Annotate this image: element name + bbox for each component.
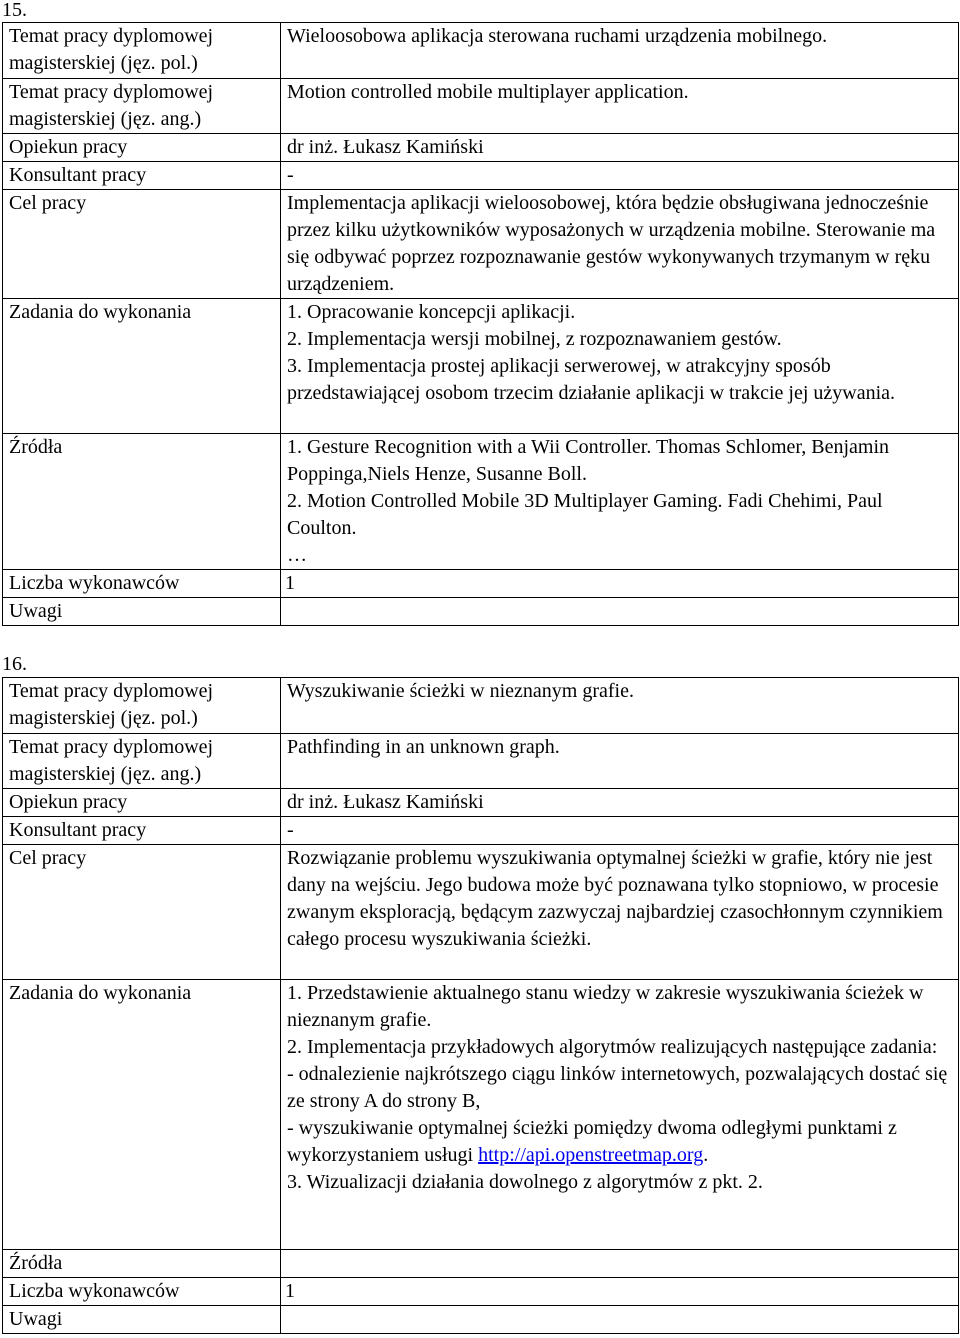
- entry-number: 15.: [2, 0, 27, 21]
- task-osm-suffix: .: [703, 1144, 709, 1166]
- label-goal: Cel pracy: [3, 845, 281, 980]
- task-osm-text: - wyszukiwanie optymalnej ścieżki pomiędzy dwoma odległymi punktami z wykorzystaniem usługi: [287, 1117, 897, 1166]
- label-sources: Źródła: [3, 434, 281, 570]
- row-notes: [3, 598, 959, 626]
- row-tasks: [3, 980, 959, 1250]
- row-sources: [3, 1250, 959, 1278]
- value-count: 1: [281, 570, 959, 598]
- label-notes: Uwagi: [3, 598, 281, 626]
- row-supervisor: [3, 789, 959, 817]
- thesis-table-16: [2, 677, 959, 1334]
- row-title-en: [3, 734, 959, 789]
- label-tasks: Zadania do wykonania: [3, 299, 281, 434]
- label-goal: Cel pracy: [3, 190, 281, 299]
- row-goal: [3, 190, 959, 299]
- label-tasks: Zadania do wykonania: [3, 980, 281, 1250]
- value-consultant: -: [281, 817, 959, 845]
- label-consultant: Konsultant pracy: [3, 162, 281, 190]
- label-title-en: Temat pracy dyplomowej magisterskiej (jęz. ang.): [3, 79, 281, 134]
- value-title-pl: Wyszukiwanie ścieżki w nieznanym grafie.: [281, 678, 959, 734]
- label-sources: Źródła: [3, 1250, 281, 1278]
- value-sources: [281, 1250, 959, 1278]
- value-notes: [281, 1306, 959, 1334]
- value-tasks: [281, 299, 959, 434]
- source-item: 2. Motion Controlled Mobile 3D Multiplayer Gaming. Fadi Chehimi, Paul Coulton.: [287, 490, 883, 539]
- row-count: [3, 570, 959, 598]
- row-consultant: [3, 817, 959, 845]
- value-title-en: Pathfinding in an unknown graph.: [281, 734, 959, 789]
- row-count: [3, 1278, 959, 1306]
- label-supervisor: Opiekun pracy: [3, 134, 281, 162]
- value-goal: Implementacja aplikacji wieloosobowej, która będzie obsługiwana jednocześnie przez kilku użytkowników wyposażonych w urządzenia mobilne. Sterowanie ma się odbywać poprzez rozpoznawanie gestów wykonywanych trzymanym w ręku urządzeniem.: [281, 190, 959, 299]
- task-item: 1. Przedstawienie aktualnego stanu wiedzy w zakresie wyszukiwania ścieżek w nieznanym grafie.: [287, 982, 924, 1031]
- label-consultant: Konsultant pracy: [3, 817, 281, 845]
- row-goal: [3, 845, 959, 980]
- value-supervisor: dr inż. Łukasz Kamiński: [281, 789, 959, 817]
- row-supervisor: [3, 134, 959, 162]
- row-tasks: [3, 299, 959, 434]
- value-title-en: Motion controlled mobile multiplayer application.: [281, 79, 959, 134]
- label-supervisor: Opiekun pracy: [3, 789, 281, 817]
- task-item: 1. Opracowanie koncepcji aplikacji.: [287, 301, 576, 323]
- source-item: …: [287, 544, 307, 566]
- row-title-pl: [3, 23, 959, 79]
- task-item: - odnalezienie najkrótszego ciągu linków internetowych, pozwalających dostać się ze strony A do strony B,: [287, 1063, 948, 1112]
- value-consultant: -: [281, 162, 959, 190]
- label-count: Liczba wykonawców: [3, 1278, 281, 1306]
- value-notes: [281, 598, 959, 626]
- task-item: 2. Implementacja przykładowych algorytmów realizujących następujące zadania:: [287, 1036, 938, 1058]
- task-item: [287, 1115, 952, 1169]
- label-title-pl: Temat pracy dyplomowej magisterskiej (jęz. pol.): [3, 678, 281, 734]
- row-notes: [3, 1306, 959, 1334]
- task-item: 3. Implementacja prostej aplikacji serwerowej, w atrakcyjny sposób przedstawiającej osobom trzecim działanie aplikacji w trakcie jej używania.: [287, 355, 896, 404]
- label-title-en: Temat pracy dyplomowej magisterskiej (jęz. ang.): [3, 734, 281, 789]
- task-item: 2. Implementacja wersji mobilnej, z rozpoznawaniem gestów.: [287, 328, 782, 350]
- value-supervisor: dr inż. Łukasz Kamiński: [281, 134, 959, 162]
- value-title-pl: Wieloosobowa aplikacja sterowana ruchami urządzenia mobilnego.: [281, 23, 959, 79]
- label-count: Liczba wykonawców: [3, 570, 281, 598]
- value-goal: Rozwiązanie problemu wyszukiwania optymalnej ścieżki w grafie, który nie jest dany na wejściu. Jego budowa może być poznawana tylko stopniowo, w procesie zwanym eksploracją, będącym zazwyczaj najbardziej czasochłonnym czynnikiem całego procesu wyszukiwania ścieżki.: [281, 845, 959, 980]
- row-sources: [3, 434, 959, 570]
- value-count: 1: [281, 1278, 959, 1306]
- entry-number: 16.: [2, 653, 27, 675]
- row-title-en: [3, 79, 959, 134]
- value-tasks: [281, 980, 959, 1250]
- row-consultant: [3, 162, 959, 190]
- label-notes: Uwagi: [3, 1306, 281, 1334]
- row-title-pl: [3, 678, 959, 734]
- task-item: 3. Wizualizacji działania dowolnego z algorytmów z pkt. 2.: [287, 1171, 763, 1193]
- openstreetmap-link[interactable]: http://api.openstreetmap.org: [478, 1144, 704, 1166]
- source-item: 1. Gesture Recognition with a Wii Controller. Thomas Schlomer, Benjamin Poppinga,Niels Henze, Susanne Boll.: [287, 436, 890, 485]
- label-title-pl: Temat pracy dyplomowej magisterskiej (jęz. pol.): [3, 23, 281, 79]
- value-sources: [281, 434, 959, 570]
- thesis-table-15: [2, 22, 959, 626]
